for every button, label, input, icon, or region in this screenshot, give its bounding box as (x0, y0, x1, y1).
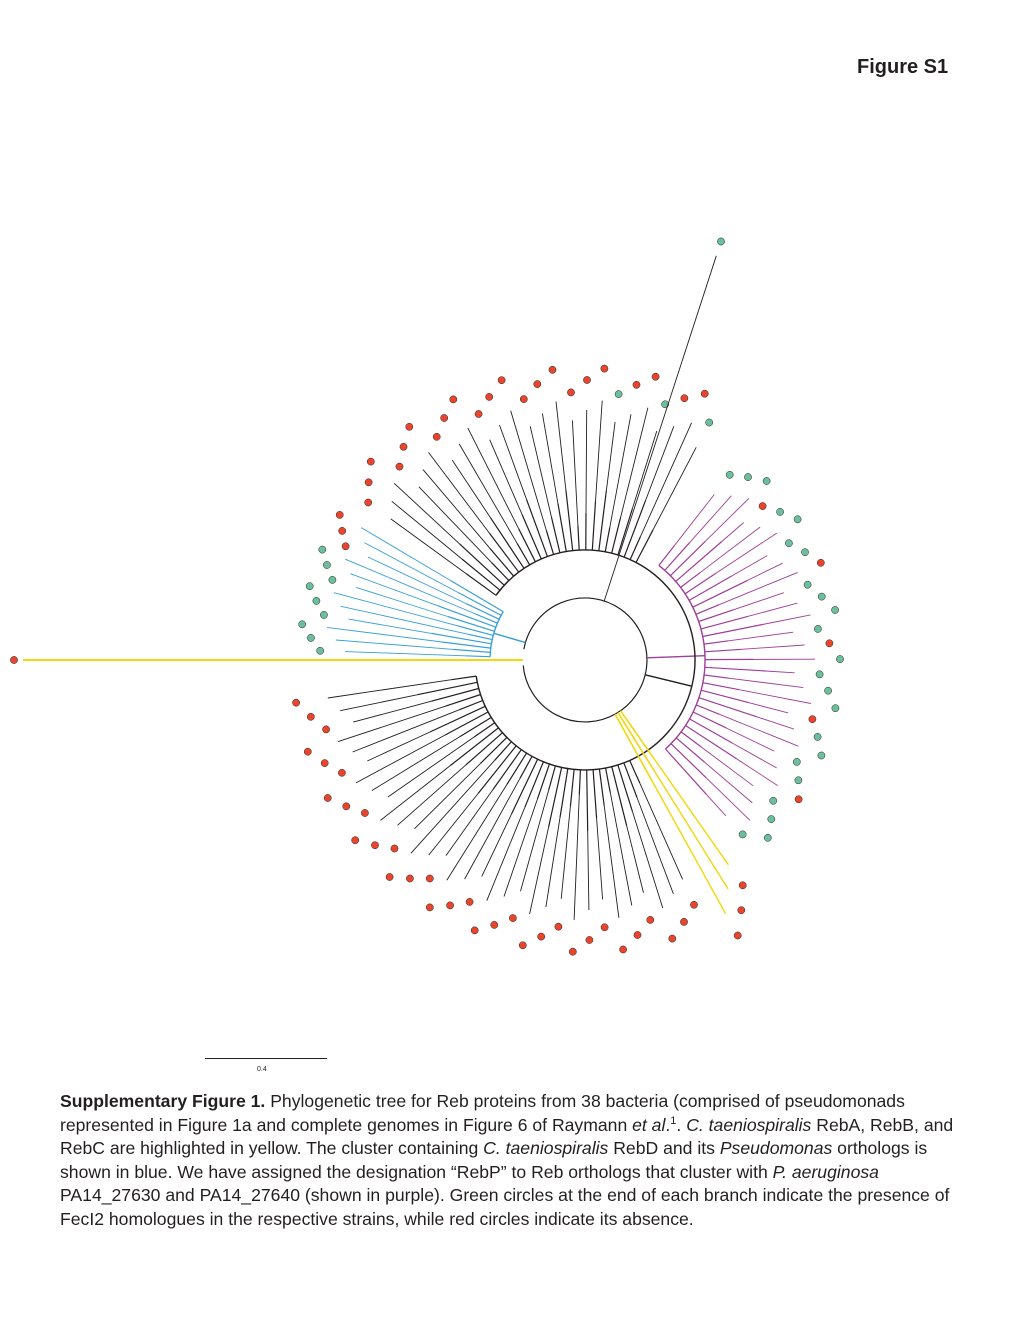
reb-leaf-branch (521, 790, 549, 891)
terminal-circle (361, 809, 368, 816)
reb-leaf-branch (423, 470, 490, 548)
terminal-circle (738, 907, 745, 914)
rebp-leaf-branch (705, 499, 749, 542)
terminal-circle (319, 546, 326, 553)
rebp-stem (647, 656, 705, 658)
reb-leaf-branch (556, 402, 566, 491)
terminal-circle (681, 395, 688, 402)
reb-leaf-branch (356, 735, 445, 783)
terminal-circle (795, 777, 802, 784)
terminal-circle (567, 389, 574, 396)
figure-caption (60, 1090, 960, 1232)
reb-leaf-branch (465, 778, 520, 879)
terminal-circle (793, 758, 800, 765)
terminal-circle (519, 942, 526, 949)
reb-leaf-branch (459, 444, 517, 543)
terminal-circle (801, 549, 808, 556)
rebp-branch (704, 675, 729, 678)
terminal-circle (498, 377, 505, 384)
reb-leaf-branch (633, 431, 657, 508)
reb-branch (612, 517, 621, 553)
reb-branch (551, 517, 560, 553)
rebp-leaf-branch (706, 794, 726, 816)
terminal-circle (426, 875, 433, 882)
terminal-circle (633, 381, 640, 388)
terminal-circle (768, 816, 775, 823)
rebd-branch (431, 633, 491, 643)
terminal-circle (825, 687, 832, 694)
reb-leaf-branch (646, 426, 674, 500)
reb-leaf-branch (414, 763, 480, 828)
reb-leaf-branch (572, 420, 578, 525)
reb-branch (570, 770, 574, 807)
reb-branch (490, 548, 514, 576)
reb-leaf-branch (468, 428, 519, 529)
terminal-circle (794, 516, 801, 523)
reb-leaf-branch (447, 785, 507, 881)
rebp-branch (690, 719, 733, 743)
reb-leaf-branch (588, 831, 589, 910)
rebd-branch (465, 656, 490, 657)
reb-leaf-branch (392, 501, 462, 559)
terminal-circle (744, 474, 751, 481)
rebd-leaf-branch (364, 543, 458, 593)
reb-leaf-branch (574, 795, 579, 920)
terminal-circle (759, 503, 766, 510)
terminal-circle (400, 443, 407, 450)
caption-genus: Pseudomonas (719, 1138, 833, 1159)
terminal-circle (313, 597, 320, 604)
reb-leaf-branch (561, 806, 570, 899)
terminal-circle (717, 238, 724, 245)
terminal-circle (569, 948, 576, 955)
terminal-circle (832, 606, 839, 613)
reb-leaf-branch (367, 732, 430, 761)
reb-branch (546, 531, 553, 555)
scale-bar (205, 1058, 327, 1059)
rebp-leaf-branch (757, 717, 794, 729)
reb-branch (460, 701, 483, 710)
reb-branch (507, 753, 527, 784)
terminal-circle (817, 559, 824, 566)
caption-species-2: C. taeniospiralis (483, 1138, 609, 1159)
reb-branch (478, 746, 516, 794)
reb-branch (490, 518, 524, 569)
caption-text-1: Phylogenetic tree for Reb proteins from 38 bacteria (comprised of pseudomonads represented in Figure 1a and complete genomes in Figure 6 of Raymann (60, 1091, 905, 1135)
reb-branch (450, 728, 498, 766)
terminal-circle (739, 882, 746, 889)
terminal-circle (426, 904, 433, 911)
reb-leaf-branch (388, 737, 474, 797)
rebd-leaf-branch (341, 606, 468, 634)
reb-leaf-branch (627, 826, 644, 893)
terminal-circle (726, 471, 733, 478)
rebp-leaf-branch (727, 728, 775, 751)
terminal-circle (795, 796, 802, 803)
terminal-circle (777, 508, 784, 515)
yellow-leaf-branch (653, 782, 726, 913)
terminal-circle (466, 898, 473, 905)
reb-leaf-branch (429, 452, 490, 533)
reb-stem (645, 675, 692, 686)
terminal-circle (555, 923, 562, 930)
reb-branch (492, 563, 509, 581)
terminal-circle (386, 873, 393, 880)
terminal-circle (804, 581, 811, 588)
reb-leaf-branch (597, 819, 603, 900)
rebp-leaf-branch (766, 671, 795, 673)
reb-leaf-branch (398, 765, 466, 825)
rebp-branch (685, 573, 716, 594)
terminal-circle (818, 593, 825, 600)
reb-leaf-branch (530, 827, 549, 914)
terminal-circle (701, 390, 708, 397)
terminal-circle (433, 433, 440, 440)
terminal-circle (338, 769, 345, 776)
rebp-leaf-branch (763, 615, 811, 625)
terminal-circle (324, 794, 331, 801)
terminal-circle (764, 834, 771, 841)
reb-branch (519, 529, 536, 562)
reb-branch (599, 769, 604, 806)
reb-branch (636, 530, 653, 563)
terminal-circle (323, 561, 330, 568)
caption-text-3: . (676, 1114, 687, 1135)
rebp-leaf-branch (739, 690, 811, 704)
terminal-circle (586, 936, 593, 943)
caption-text-7: PA14_27630 and PA14_27640 (shown in purple). Green circles at the end of each branch indicate the presence of FecI2 homologues in the respective strains, while red circles indicate its absence. (60, 1185, 950, 1229)
reb-leaf-branch (411, 760, 495, 853)
terminal-circle (620, 946, 627, 953)
reb-branch (474, 723, 495, 737)
rebd-leaf-branch (361, 528, 451, 581)
terminal-circle (601, 365, 608, 372)
reb-branch (592, 501, 595, 550)
terminal-circle (317, 647, 324, 654)
rebp-branch (693, 712, 726, 728)
caption-text-5: RebD and its (608, 1138, 720, 1159)
terminal-circle (814, 625, 821, 632)
terminal-circle (549, 366, 556, 373)
rebp-branch (689, 576, 732, 600)
rebp-leaf-branch (742, 645, 805, 649)
terminal-circle (323, 726, 330, 733)
reb-branch (612, 767, 627, 826)
terminal-circle (450, 396, 457, 403)
reb-leaf-branch (482, 814, 512, 876)
rebp-branch (696, 705, 719, 714)
terminal-circle (836, 656, 843, 663)
reb-leaf-branch (446, 790, 493, 856)
reb-branch (522, 514, 541, 559)
reb-branch (630, 761, 640, 784)
terminal-circle (583, 376, 590, 383)
reb-branch (418, 682, 478, 694)
terminal-circle (832, 705, 839, 712)
terminal-circle (329, 576, 336, 583)
terminal-circle (447, 902, 454, 909)
reb-branch (525, 762, 544, 807)
caption-lead: Supplementary Figure 1. (60, 1091, 266, 1111)
caption-species-1: C. taeniospiralis (686, 1114, 812, 1135)
terminal-circle (734, 932, 741, 939)
terminal-circle (826, 640, 833, 647)
reb-branch (606, 768, 611, 793)
reb-leaf-branch (621, 408, 648, 518)
reb-leaf-branch (596, 401, 603, 502)
reb-leaf-branch (353, 710, 460, 752)
reb-leaf-branch (419, 487, 492, 563)
reb-leaf-branch (530, 426, 551, 517)
terminal-circle (669, 935, 676, 942)
terminal-circle (785, 540, 792, 547)
terminal-circle (615, 391, 622, 398)
terminal-circle (299, 621, 306, 628)
terminal-circle (406, 875, 413, 882)
reb-leaf-branch (610, 793, 632, 906)
rebp-leaf-branch (706, 778, 750, 821)
terminal-circle (304, 748, 311, 755)
reb-branch (578, 525, 579, 550)
terminal-circle (10, 656, 17, 663)
terminal-circle (293, 699, 300, 706)
reb-leaf-branch (610, 414, 631, 527)
terminal-circle (486, 393, 493, 400)
reb-branch (460, 544, 505, 586)
rebp-branch (705, 667, 766, 671)
terminal-circle (634, 931, 641, 938)
terminal-circle (371, 842, 378, 849)
rebp-branch (696, 605, 719, 615)
rebd-branch (458, 592, 501, 615)
terminal-circle (342, 543, 349, 550)
scale-bar-label: 0.4 (257, 1066, 267, 1073)
terminal-circle (520, 396, 527, 403)
terminal-circle (320, 611, 327, 618)
caption-reference: 1 (670, 1114, 677, 1127)
caption-et-al: et al (632, 1114, 666, 1135)
reb-branch (599, 490, 607, 551)
reb-branch (566, 490, 573, 551)
terminal-circle (343, 803, 350, 810)
rebp-leaf-branch (748, 563, 783, 580)
reb-branch (579, 770, 580, 795)
terminal-circle (396, 463, 403, 470)
caption-text-4: RebA, RebB, and RebC are highlighted in yellow. The cluster containing (60, 1114, 954, 1159)
rebp-leaf-branch (749, 703, 789, 713)
reb-branch (549, 766, 556, 790)
terminal-circle (336, 511, 343, 518)
reb-leaf-branch (586, 410, 587, 513)
reb-leaf-branch (328, 680, 452, 698)
terminal-circle (690, 901, 697, 908)
terminal-circle (763, 477, 770, 484)
caption-text-6: orthologs is shown in blue. We have assigned the designation “RebP” to Reb orthologs that cluster with (60, 1138, 928, 1182)
reb-leaf-branch (500, 425, 527, 499)
rebp-branch (665, 543, 690, 571)
reb-branch (605, 527, 610, 552)
reb-branch (618, 765, 633, 812)
terminal-circle (509, 915, 516, 922)
reb-branch (451, 676, 476, 680)
reb-branch (560, 769, 568, 817)
reb-leaf-branch (604, 806, 619, 918)
rebp-branch (699, 698, 757, 717)
rebp-leaf-branch (729, 678, 803, 687)
terminal-circle (365, 499, 372, 506)
reb-branch (618, 508, 633, 555)
reb-leaf-branch (640, 423, 691, 537)
terminal-circle (534, 381, 541, 388)
yellow-leaf-branch (654, 758, 729, 865)
terminal-circle (306, 583, 313, 590)
rebp-branch (703, 683, 739, 690)
caption-text-2: . (665, 1114, 671, 1135)
rebd-leaf-branch (327, 627, 442, 642)
terminal-circle (365, 479, 372, 486)
terminal-circle (367, 458, 374, 465)
rebp-branch (705, 649, 742, 652)
root-ring (523, 598, 647, 722)
rebp-leaf-branch (722, 523, 744, 542)
rebd-branch (453, 649, 490, 652)
caption-species-3: P. aeruginosa (772, 1161, 879, 1182)
terminal-circle (652, 373, 659, 380)
reb-branch (558, 503, 566, 551)
terminal-circle (471, 927, 478, 934)
reb-leaf-branch (606, 422, 615, 490)
rebp-leaf-branch (748, 603, 797, 616)
terminal-circle (739, 831, 746, 838)
reb-leaf-branch (394, 483, 459, 544)
terminal-circle (809, 716, 816, 723)
terminal-circle (352, 837, 359, 844)
rebd-branch (458, 626, 494, 636)
terminal-circle (647, 916, 654, 923)
figure-label: Figure S1 (857, 56, 949, 78)
rebp-branch (704, 641, 729, 644)
rebd-stem (494, 633, 526, 642)
terminal-circle (475, 410, 482, 417)
rebp-leaf-branch (732, 743, 777, 768)
terminal-circle (307, 713, 314, 720)
rebd-leaf-branch (345, 652, 465, 656)
terminal-circle (339, 527, 346, 534)
terminal-circle (307, 634, 314, 641)
yellow-branch (618, 713, 654, 771)
terminal-circle (391, 845, 398, 852)
rebp-branch (676, 738, 704, 762)
terminal-circle (406, 423, 413, 430)
reb-branch (593, 770, 597, 819)
reb-branch (495, 742, 512, 761)
terminal-circle (601, 924, 608, 931)
terminal-circle (816, 671, 823, 678)
terminal-circle (814, 733, 821, 740)
reb-leaf-branch (380, 766, 450, 821)
terminal-circle (321, 760, 328, 767)
rebd-leaf-branch (345, 559, 474, 613)
rebp-leaf-branch (729, 632, 794, 641)
reb-branch (460, 718, 492, 737)
rebp-leaf-branch (737, 759, 778, 786)
reb-branch (587, 770, 588, 831)
reb-leaf-branch (391, 519, 466, 574)
terminal-circle (491, 921, 498, 928)
terminal-circle (770, 797, 777, 804)
terminal-circle (441, 414, 448, 421)
terminal-circle (680, 918, 687, 925)
rebd-branch (474, 614, 497, 624)
terminal-circle (818, 752, 825, 759)
long-black-branch (604, 256, 716, 601)
reb-leaf-branch (353, 701, 431, 722)
rebd-branch (468, 634, 492, 639)
terminal-circle (706, 419, 713, 426)
terminal-circle (538, 933, 545, 940)
